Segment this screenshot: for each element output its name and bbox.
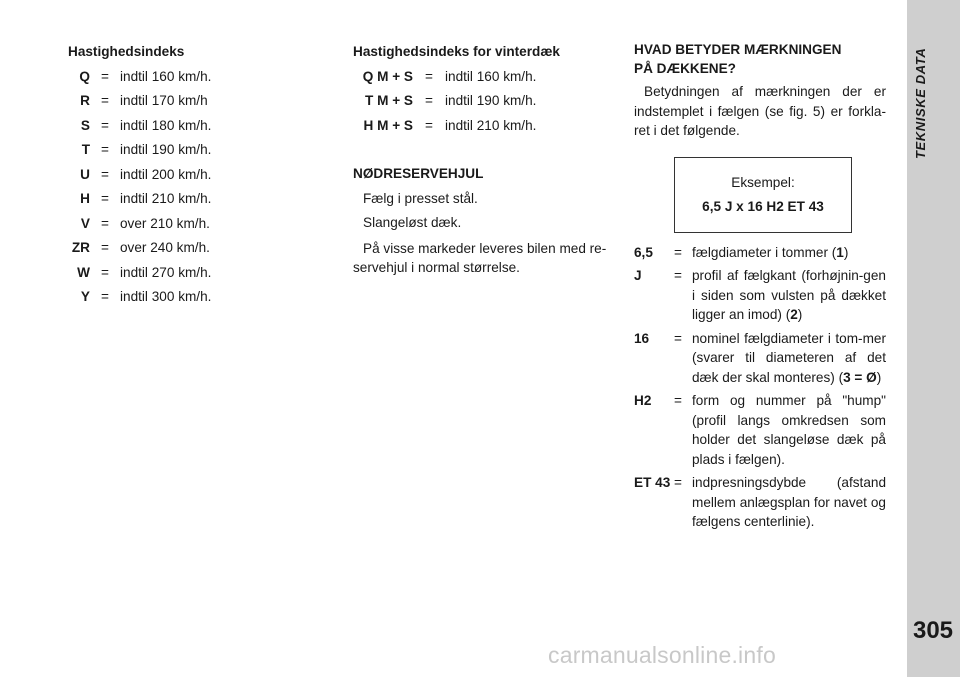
markings-heading — [634, 40, 886, 78]
markings-heading-line: PÅ DÆKKENE? — [634, 61, 736, 76]
index-value: indtil 210 km/h. — [445, 117, 537, 133]
definition-text — [692, 266, 886, 325]
index-code: ZR — [71, 240, 90, 255]
equals-sign: = — [101, 68, 109, 84]
index-value: indtil 300 km/h. — [120, 289, 212, 304]
index-code: R — [80, 93, 90, 108]
figure-reference: 1 — [836, 244, 844, 260]
table-row — [68, 89, 268, 114]
index-value: indtil 200 km/h. — [120, 166, 212, 182]
index-value: indtil 190 km/h. — [445, 93, 537, 108]
example-value: 6,5 J x 16 H2 ET 43 — [702, 198, 824, 214]
index-code: Y — [80, 289, 90, 304]
definition-text-part: profil af fælgkant (forhøjnin-gen i siden som vulsten på dækket ligger an imod) ( — [692, 268, 886, 322]
index-value: indtil 180 km/h. — [120, 117, 212, 133]
speed-index-heading: Hastighedsindeks — [68, 44, 185, 59]
table-row — [353, 65, 623, 90]
equals-sign: = — [674, 268, 682, 283]
definition-text-part: ) — [797, 307, 803, 322]
equals-sign: = — [101, 264, 109, 280]
equals-sign: = — [674, 244, 682, 260]
definition-item — [634, 391, 886, 469]
speed-index-table — [68, 65, 268, 310]
table-row — [68, 138, 268, 163]
page-number: 305 — [912, 617, 954, 644]
definition-item — [634, 473, 886, 532]
markings-heading-line: HVAD BETYDER MÆRKNINGEN — [634, 42, 842, 57]
winter-index-section — [353, 40, 623, 277]
example-label: Eksempel: — [731, 174, 795, 190]
definition-code: ET 43 — [634, 475, 671, 490]
equals-sign: = — [674, 330, 682, 346]
equals-sign: = — [425, 117, 433, 133]
definition-text-part: ) — [876, 369, 882, 385]
watermark: carmanualsonline.info — [548, 642, 776, 668]
index-value: indtil 190 km/h. — [120, 142, 212, 157]
definition-text: indpresningsdybde (afstand mellem anlægsplan for navet og fælgens centerlinie). — [692, 475, 886, 529]
table-row — [68, 212, 268, 237]
equals-sign: = — [101, 240, 109, 255]
example-box — [674, 157, 852, 233]
equals-sign: = — [425, 93, 433, 108]
spare-wheel-line: Slangeløst dæk. — [363, 215, 462, 230]
equals-sign: = — [425, 68, 433, 84]
definition-code: 16 — [634, 330, 650, 346]
spare-wheel-heading: NØDRESERVEHJUL — [353, 166, 484, 181]
equals-sign: = — [101, 215, 109, 231]
table-row — [353, 89, 623, 114]
index-code: T — [81, 142, 90, 157]
definition-text: form og nummer på "hump" (profil langs omkredsen som holder det slangeløse dæk på plads i fælgen). — [692, 393, 886, 467]
table-row — [68, 114, 268, 139]
index-code: W — [77, 264, 90, 280]
winter-index-heading: Hastighedsindeks for vinterdæk — [353, 44, 560, 59]
index-code: U — [80, 166, 90, 182]
equals-sign: = — [674, 475, 682, 490]
equals-sign: = — [101, 289, 109, 304]
index-value: indtil 270 km/h. — [120, 264, 212, 280]
equals-sign: = — [101, 166, 109, 182]
table-row — [68, 261, 268, 286]
index-code: S — [80, 117, 90, 133]
index-code: Q M + S — [362, 68, 413, 84]
table-row — [68, 163, 268, 188]
definition-text — [692, 243, 886, 263]
index-code: H — [80, 191, 90, 206]
definition-code: H2 — [634, 393, 652, 408]
index-value: indtil 160 km/h. — [120, 68, 212, 84]
equals-sign: = — [101, 93, 109, 108]
index-value: indtil 170 km/h — [120, 93, 208, 108]
table-row — [353, 114, 623, 139]
equals-sign: = — [101, 191, 109, 206]
table-row — [68, 65, 268, 90]
figure-reference: 2 — [790, 307, 798, 322]
equals-sign: = — [101, 142, 109, 157]
index-value: over 210 km/h. — [120, 215, 210, 231]
figure-reference: 3 = Ø — [843, 369, 877, 385]
definition-code: 6,5 — [634, 244, 653, 260]
index-value: indtil 160 km/h. — [445, 68, 537, 84]
speed-index-section — [68, 40, 268, 310]
index-code: T M + S — [365, 93, 413, 108]
markings-section — [634, 40, 886, 532]
equals-sign: = — [101, 117, 109, 133]
spare-wheel-line: Fælg i presset stål. — [363, 190, 478, 206]
definition-item — [634, 266, 886, 325]
definition-text-part: ) — [843, 244, 849, 260]
definition-text — [692, 329, 886, 388]
table-row — [68, 285, 268, 310]
definition-item — [634, 243, 886, 263]
spare-wheel-line: På visse markeder leveres bilen med re-servehjul i normal størrelse. — [353, 240, 607, 275]
section-label: TEKNISKE DATA — [913, 48, 928, 160]
index-value: indtil 210 km/h. — [120, 191, 212, 206]
index-code: H M + S — [363, 117, 413, 133]
definition-item — [634, 329, 886, 388]
markings-intro: Betydningen af mærkningen der er indstemplet i fælgen (se fig. 5) er forkla-ret i det følgende. — [634, 84, 886, 138]
definition-text-part: nominel fælgdiameter i tom-mer (svarer til diameteren af det dæk der skal monteres) ( — [692, 330, 886, 385]
table-row — [68, 187, 268, 212]
definition-code: J — [634, 268, 642, 283]
index-value: over 240 km/h. — [120, 240, 210, 255]
index-code: V — [80, 215, 90, 231]
table-row — [68, 236, 268, 261]
equals-sign: = — [674, 393, 682, 408]
definition-text-part: fælgdiameter i tommer ( — [692, 244, 837, 260]
index-code: Q — [79, 68, 90, 84]
